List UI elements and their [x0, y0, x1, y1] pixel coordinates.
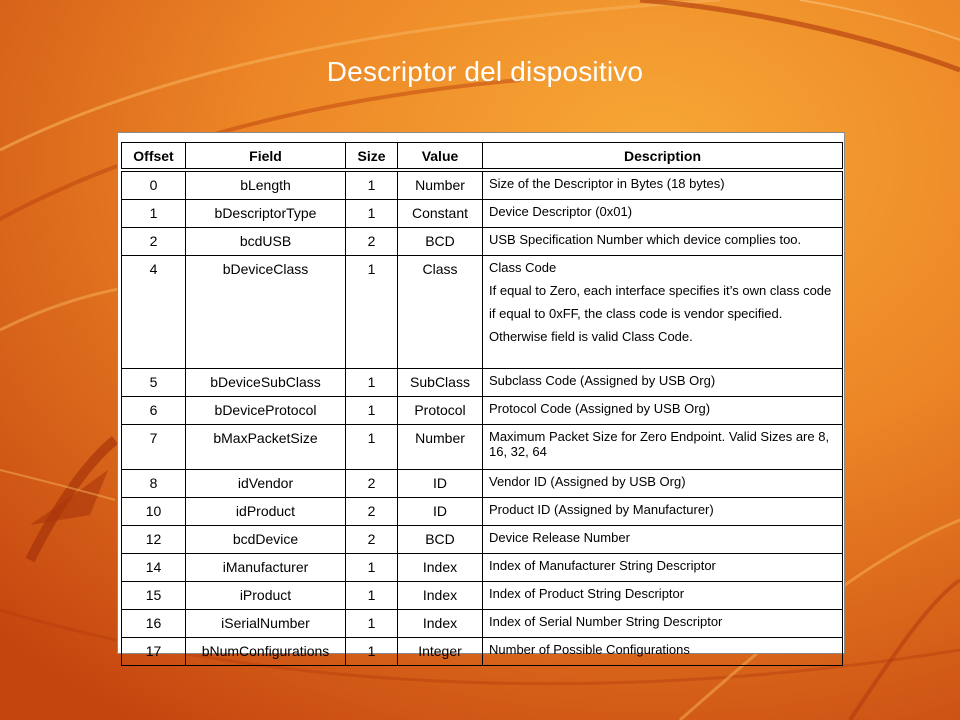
- table-row: [122, 554, 843, 582]
- description-text: Device Descriptor (0x01): [489, 204, 633, 219]
- cell-offset: 0: [122, 170, 186, 200]
- header-offset: Offset: [122, 143, 186, 171]
- cell-field: bcdDevice: [186, 526, 346, 554]
- description-text: USB Specification Number which device complies too.: [489, 232, 802, 247]
- table-row: [122, 610, 843, 638]
- cell-offset: 8: [122, 470, 186, 498]
- cell-description: [483, 638, 843, 666]
- cell-description: [483, 200, 843, 228]
- cell-field: iProduct: [186, 582, 346, 610]
- table-row: [122, 170, 843, 200]
- cell-description: [483, 170, 843, 200]
- descriptor-table-panel: [117, 132, 845, 659]
- cell-offset: 2: [122, 228, 186, 256]
- cell-offset: 15: [122, 582, 186, 610]
- description-text: if equal to 0xFF, the class code is vendor specified.: [489, 306, 783, 321]
- cell-offset: 1: [122, 200, 186, 228]
- cell-value: Class: [398, 256, 483, 369]
- table-row: [122, 369, 843, 397]
- cell-value: ID: [398, 470, 483, 498]
- cell-size: 1: [346, 638, 398, 666]
- cell-value: Number: [398, 170, 483, 200]
- table-row: [122, 228, 843, 256]
- description-text: Subclass Code (Assigned by USB Org): [489, 373, 716, 388]
- description-text: Index of Serial Number String Descriptor: [489, 614, 723, 629]
- table-row: [122, 638, 843, 666]
- cell-description: [483, 498, 843, 526]
- slide-title: Descriptor del dispositivo: [326, 56, 644, 87]
- cell-value: Index: [398, 582, 483, 610]
- cell-description: [483, 582, 843, 610]
- table-header-row: [122, 143, 843, 171]
- cell-offset: 4: [122, 256, 186, 369]
- cell-value: Constant: [398, 200, 483, 228]
- cell-field: bcdUSB: [186, 228, 346, 256]
- table-row: [122, 200, 843, 228]
- cell-description: [483, 554, 843, 582]
- cell-offset: 17: [122, 638, 186, 666]
- cell-size: 1: [346, 582, 398, 610]
- description-text: Maximum Packet Size for Zero Endpoint. Valid Sizes are 8, 16, 32, 64: [489, 429, 830, 459]
- cell-description: [483, 369, 843, 397]
- table-row: [122, 582, 843, 610]
- table-row: [122, 425, 843, 470]
- cell-size: 1: [346, 200, 398, 228]
- description-text: Product ID (Assigned by Manufacturer): [489, 502, 714, 517]
- cell-size: 1: [346, 397, 398, 425]
- header-size: Size: [346, 143, 398, 171]
- cell-value: Index: [398, 610, 483, 638]
- description-text: Class Code: [489, 260, 557, 275]
- cell-value: BCD: [398, 526, 483, 554]
- cell-offset: 12: [122, 526, 186, 554]
- cell-offset: 10: [122, 498, 186, 526]
- description-text: Number of Possible Configurations: [489, 642, 690, 657]
- description-text: Device Release Number: [489, 530, 630, 545]
- cell-description: [483, 425, 843, 470]
- cell-value: Protocol: [398, 397, 483, 425]
- cell-offset: 16: [122, 610, 186, 638]
- cell-value: SubClass: [398, 369, 483, 397]
- cell-size: 2: [346, 470, 398, 498]
- description-text: If equal to Zero, each interface specifies it’s own class code: [489, 283, 832, 298]
- cell-field: idVendor: [186, 470, 346, 498]
- cell-field: idProduct: [186, 498, 346, 526]
- cell-field: bDeviceClass: [186, 256, 346, 369]
- cell-field: bMaxPacketSize: [186, 425, 346, 470]
- cell-size: 1: [346, 170, 398, 200]
- cell-description: [483, 228, 843, 256]
- cell-field: bDeviceProtocol: [186, 397, 346, 425]
- cell-offset: 14: [122, 554, 186, 582]
- cell-offset: 6: [122, 397, 186, 425]
- description-text: Index of Manufacturer String Descriptor: [489, 558, 716, 573]
- cell-description: [483, 526, 843, 554]
- cell-field: bLength: [186, 170, 346, 200]
- table-row: [122, 470, 843, 498]
- cell-field: bNumConfigurations: [186, 638, 346, 666]
- cell-value: ID: [398, 498, 483, 526]
- cell-description: [483, 610, 843, 638]
- cell-description: [483, 397, 843, 425]
- cell-size: 2: [346, 228, 398, 256]
- table-row: [122, 256, 843, 369]
- description-text: Size of the Descriptor in Bytes (18 bytes): [489, 176, 725, 191]
- description-text: Protocol Code (Assigned by USB Org): [489, 401, 711, 416]
- header-value: Value: [398, 143, 483, 171]
- header-description: Description: [483, 143, 843, 171]
- cell-value: Index: [398, 554, 483, 582]
- description-text: Index of Product String Descriptor: [489, 586, 685, 601]
- cell-size: 1: [346, 256, 398, 369]
- cell-description: [483, 470, 843, 498]
- table-row: [122, 526, 843, 554]
- cell-field: bDeviceSubClass: [186, 369, 346, 397]
- cell-size: 1: [346, 425, 398, 470]
- cell-size: 1: [346, 554, 398, 582]
- description-text: Otherwise field is valid Class Code.: [489, 329, 693, 344]
- cell-field: iSerialNumber: [186, 610, 346, 638]
- cell-value: Integer: [398, 638, 483, 666]
- cell-field: iManufacturer: [186, 554, 346, 582]
- cell-value: BCD: [398, 228, 483, 256]
- cell-value: Number: [398, 425, 483, 470]
- cell-offset: 5: [122, 369, 186, 397]
- table-row: [122, 498, 843, 526]
- cell-field: bDescriptorType: [186, 200, 346, 228]
- cell-size: 2: [346, 526, 398, 554]
- device-descriptor-table: [121, 142, 843, 666]
- header-field: Field: [186, 143, 346, 171]
- cell-size: 1: [346, 610, 398, 638]
- cell-offset: 7: [122, 425, 186, 470]
- cell-size: 2: [346, 498, 398, 526]
- description-text: Vendor ID (Assigned by USB Org): [489, 474, 686, 489]
- cell-size: 1: [346, 369, 398, 397]
- table-row: [122, 397, 843, 425]
- cell-description: [483, 256, 843, 369]
